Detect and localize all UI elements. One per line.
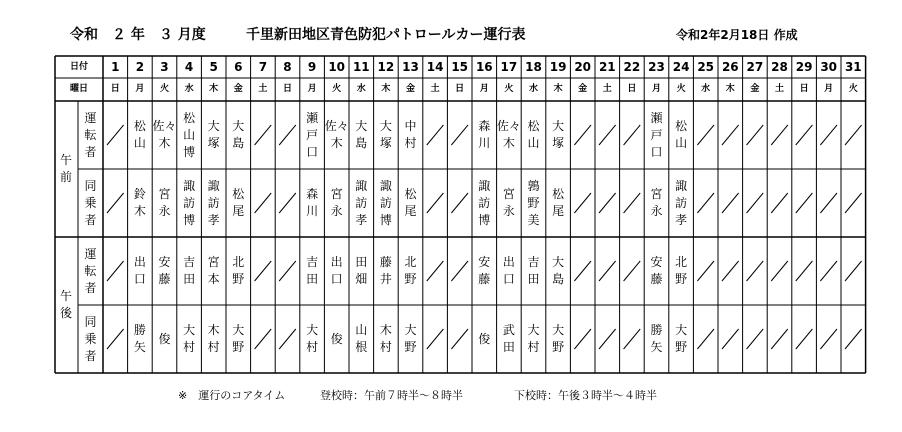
schedule-cell: 大野 xyxy=(675,323,688,354)
schedule-cell: 大野 xyxy=(552,323,565,354)
weekday-label: 水 xyxy=(528,84,538,94)
empty-cell-slash xyxy=(796,329,813,349)
schedule-cell: 出口 xyxy=(502,255,515,286)
schedule-cell: 大島 xyxy=(232,119,245,150)
weekday-label: 金 xyxy=(233,84,243,94)
schedule-cell: 勝矢 xyxy=(650,323,663,354)
empty-cell-slash xyxy=(845,125,862,145)
weekday-label: 水 xyxy=(701,84,711,94)
schedule-cell: 森川 xyxy=(478,119,491,150)
day-number: 22 xyxy=(623,59,641,74)
empty-cell-slash xyxy=(722,125,739,145)
day-number: 3 xyxy=(160,59,169,74)
schedule-cell: 大塚 xyxy=(552,119,565,150)
weekday-label: 火 xyxy=(332,84,342,94)
footnote-morning-time: 登校時：午前７時半～８時半 xyxy=(320,389,463,402)
role-label: 運転者 xyxy=(84,110,97,159)
empty-cell-slash xyxy=(747,125,764,145)
weekday-label: 金 xyxy=(578,84,588,94)
day-number: 17 xyxy=(500,59,518,74)
schedule-cell: 宮本 xyxy=(207,255,220,286)
day-number: 2 xyxy=(135,59,145,74)
schedule-cell: 宮永 xyxy=(330,187,343,218)
weekday-label: 木 xyxy=(209,84,219,94)
section-label: 午前 xyxy=(59,153,72,184)
empty-cell-slash xyxy=(624,329,641,349)
empty-cell-slash xyxy=(451,329,468,349)
empty-cell-slash xyxy=(771,329,788,349)
day-number: 1 xyxy=(111,59,120,74)
empty-cell-slash xyxy=(771,193,788,213)
empty-cell-slash xyxy=(451,125,468,145)
schedule-cell: 木村 xyxy=(379,323,392,354)
day-number: 16 xyxy=(475,59,493,74)
empty-cell-slash xyxy=(107,193,124,213)
empty-cell-slash xyxy=(722,329,739,349)
empty-cell-slash xyxy=(255,329,272,349)
schedule-cell: 吉田 xyxy=(527,255,540,286)
schedule-cell: 安藤 xyxy=(650,255,663,286)
day-number: 23 xyxy=(648,59,665,74)
empty-cell-slash xyxy=(574,329,591,349)
schedule-cell: 諏訪孝 xyxy=(355,178,368,227)
schedule-cell: 大村 xyxy=(306,323,319,354)
day-number: 12 xyxy=(377,59,395,74)
empty-cell-slash xyxy=(697,261,714,281)
empty-cell-slash xyxy=(107,125,124,145)
empty-cell-slash xyxy=(599,261,616,281)
schedule-cell: 松山博 xyxy=(183,110,196,159)
empty-cell-slash xyxy=(599,125,616,145)
schedule-cell: 大野 xyxy=(232,323,245,354)
schedule-cell: 諏訪博 xyxy=(183,178,196,227)
day-number: 4 xyxy=(184,59,194,74)
empty-cell-slash xyxy=(427,125,444,145)
weekday-label: 月 xyxy=(135,84,145,94)
weekday-label: 土 xyxy=(258,84,268,94)
date-header-label: 日付 xyxy=(69,61,88,72)
weekday-label: 火 xyxy=(504,84,514,94)
empty-cell-slash xyxy=(697,193,714,213)
day-number: 11 xyxy=(352,59,370,74)
role-label: 同乗者 xyxy=(84,178,97,227)
day-number: 6 xyxy=(234,59,243,74)
schedule-cell: 武田 xyxy=(502,323,515,354)
schedule-cell: 山根 xyxy=(355,323,368,354)
schedule-cell: 大村 xyxy=(183,323,196,354)
day-number: 14 xyxy=(426,59,444,74)
schedule-cell: 勝矢 xyxy=(133,323,146,354)
schedule-cell: 松尾 xyxy=(404,187,417,218)
empty-cell-slash xyxy=(107,329,124,349)
schedule-cell: 宮永 xyxy=(650,187,663,218)
empty-cell-slash xyxy=(796,125,813,145)
weekday-label: 日 xyxy=(455,84,465,94)
empty-cell-slash xyxy=(574,125,591,145)
period-label: 令和 ２ 年 ３ 月度 xyxy=(70,27,206,43)
schedule-cell: 大野 xyxy=(404,323,417,354)
empty-cell-slash xyxy=(624,193,641,213)
schedule-cell: 佐々木 xyxy=(152,119,177,150)
schedule-cell: 森川 xyxy=(306,187,319,218)
day-number: 5 xyxy=(209,59,218,74)
day-number: 18 xyxy=(525,59,542,74)
day-number: 31 xyxy=(844,59,862,74)
weekday-label: 日 xyxy=(627,84,637,94)
weekday-label: 木 xyxy=(725,84,735,94)
empty-cell-slash xyxy=(771,125,788,145)
schedule-cell: 吉田 xyxy=(183,255,196,286)
empty-cell-slash xyxy=(796,261,813,281)
schedule-cell: 松山 xyxy=(527,119,540,150)
day-number: 30 xyxy=(820,59,838,74)
weekday-header-label: 曜日 xyxy=(69,84,88,94)
schedule-cell: 宮永 xyxy=(502,187,515,218)
schedule-cell: 俊 xyxy=(158,331,171,346)
day-number: 8 xyxy=(283,59,292,74)
schedule-cell: 俊 xyxy=(330,331,343,346)
schedule-cell: 大島 xyxy=(355,119,368,150)
empty-cell-slash xyxy=(624,261,641,281)
weekday-label: 木 xyxy=(553,84,563,94)
schedule-cell: 安藤 xyxy=(158,255,171,286)
schedule-cell: 木村 xyxy=(207,323,220,354)
empty-cell-slash xyxy=(427,329,444,349)
created-date: 令和2年2月18日 作成 xyxy=(676,28,798,42)
schedule-cell: 瀬戸口 xyxy=(650,110,663,159)
weekday-label: 日 xyxy=(110,84,120,94)
weekday-label: 水 xyxy=(184,84,194,94)
schedule-cell: 大島 xyxy=(552,255,565,286)
empty-cell-slash xyxy=(599,193,616,213)
schedule-cell: 松山 xyxy=(133,119,146,150)
empty-cell-slash xyxy=(820,125,837,145)
schedule-cell: 出口 xyxy=(330,255,343,286)
schedule-cell: 松山 xyxy=(675,119,688,150)
schedule-cell: 藤井 xyxy=(379,255,392,286)
empty-cell-slash xyxy=(747,329,764,349)
weekday-label: 土 xyxy=(430,84,440,94)
day-number: 27 xyxy=(746,59,764,74)
schedule-cell: 諏訪博 xyxy=(379,178,392,227)
day-number: 29 xyxy=(795,59,813,74)
schedule-cell: 俊 xyxy=(478,331,491,346)
empty-cell-slash xyxy=(697,329,714,349)
day-number: 10 xyxy=(328,59,346,74)
schedule-cell: 瀬戸口 xyxy=(306,110,319,159)
empty-cell-slash xyxy=(722,261,739,281)
schedule-cell: 大塚 xyxy=(207,119,220,150)
day-number: 28 xyxy=(771,59,788,74)
document-title: 千里新田地区青色防犯パトロールカー運行表 xyxy=(246,27,526,43)
day-number: 15 xyxy=(451,59,469,74)
schedule-cell: 北野 xyxy=(404,255,417,286)
schedule-cell: 田畑 xyxy=(355,255,368,286)
schedule-cell: 北野 xyxy=(675,255,688,286)
empty-cell-slash xyxy=(451,261,468,281)
schedule-cell: 鶉野美 xyxy=(527,178,540,227)
day-number: 25 xyxy=(697,59,715,74)
empty-cell-slash xyxy=(279,261,296,281)
schedule-cell: 松尾 xyxy=(232,187,245,218)
empty-cell-slash xyxy=(771,261,788,281)
weekday-label: 火 xyxy=(159,84,169,94)
empty-cell-slash xyxy=(255,193,272,213)
section-label: 午後 xyxy=(59,289,72,320)
empty-cell-slash xyxy=(427,193,444,213)
schedule-cell: 大塚 xyxy=(379,119,392,150)
schedule-cell: 北野 xyxy=(232,255,245,286)
schedule-cell: 中村 xyxy=(404,119,417,150)
schedule-cell: 出口 xyxy=(133,255,146,286)
empty-cell-slash xyxy=(747,261,764,281)
empty-cell-slash xyxy=(722,193,739,213)
empty-cell-slash xyxy=(820,261,837,281)
weekday-label: 月 xyxy=(824,84,834,94)
schedule-cell: 諏訪博 xyxy=(478,178,491,227)
weekday-label: 水 xyxy=(356,84,366,94)
empty-cell-slash xyxy=(624,125,641,145)
empty-cell-slash xyxy=(574,261,591,281)
footnote-afternoon-time: 下校時：午後３時半～４時半 xyxy=(514,389,657,402)
day-number: 19 xyxy=(549,59,567,74)
weekday-label: 土 xyxy=(602,84,612,94)
empty-cell-slash xyxy=(820,329,837,349)
empty-cell-slash xyxy=(427,261,444,281)
empty-cell-slash xyxy=(845,329,862,349)
role-label: 同乗者 xyxy=(84,314,97,363)
empty-cell-slash xyxy=(747,193,764,213)
empty-cell-slash xyxy=(845,193,862,213)
empty-cell-slash xyxy=(599,329,616,349)
schedule-cell: 諏訪孝 xyxy=(675,178,688,227)
day-number: 24 xyxy=(672,59,690,74)
empty-cell-slash xyxy=(697,125,714,145)
empty-cell-slash xyxy=(279,329,296,349)
day-number: 26 xyxy=(721,59,739,74)
empty-cell-slash xyxy=(845,261,862,281)
empty-cell-slash xyxy=(107,261,124,281)
schedule-cell: 吉田 xyxy=(306,255,319,286)
weekday-label: 木 xyxy=(381,84,391,94)
weekday-label: 火 xyxy=(676,84,686,94)
schedule-cell: 佐々木 xyxy=(324,119,349,150)
role-label: 運転者 xyxy=(84,246,97,295)
empty-cell-slash xyxy=(279,125,296,145)
schedule-cell: 諏訪孝 xyxy=(207,178,220,227)
empty-cell-slash xyxy=(820,193,837,213)
weekday-label: 日 xyxy=(282,84,292,94)
weekday-label: 土 xyxy=(774,84,784,94)
schedule-cell: 安藤 xyxy=(478,255,491,286)
weekday-label: 月 xyxy=(479,84,489,94)
schedule-cell: 大村 xyxy=(527,323,540,354)
empty-cell-slash xyxy=(574,193,591,213)
empty-cell-slash xyxy=(255,261,272,281)
weekday-label: 日 xyxy=(799,84,809,94)
day-number: 20 xyxy=(574,59,592,74)
weekday-label: 火 xyxy=(848,84,858,94)
weekday-label: 月 xyxy=(651,84,661,94)
day-number: 13 xyxy=(402,59,419,74)
empty-cell-slash xyxy=(796,193,813,213)
weekday-label: 金 xyxy=(405,84,415,94)
empty-cell-slash xyxy=(451,193,468,213)
weekday-label: 月 xyxy=(307,84,317,94)
schedule-cell: 宮永 xyxy=(158,187,171,218)
empty-cell-slash xyxy=(255,125,272,145)
schedule-cell: 佐々木 xyxy=(496,119,521,150)
footnote-core-time-label: ※ 運行のコアタイム xyxy=(178,389,286,402)
empty-cell-slash xyxy=(279,193,296,213)
schedule-cell: 松尾 xyxy=(552,187,565,218)
schedule-cell: 鈴木 xyxy=(133,187,146,218)
day-number: 9 xyxy=(307,59,317,74)
weekday-label: 金 xyxy=(750,84,760,94)
day-number: 21 xyxy=(598,59,616,74)
day-number: 7 xyxy=(258,59,268,74)
